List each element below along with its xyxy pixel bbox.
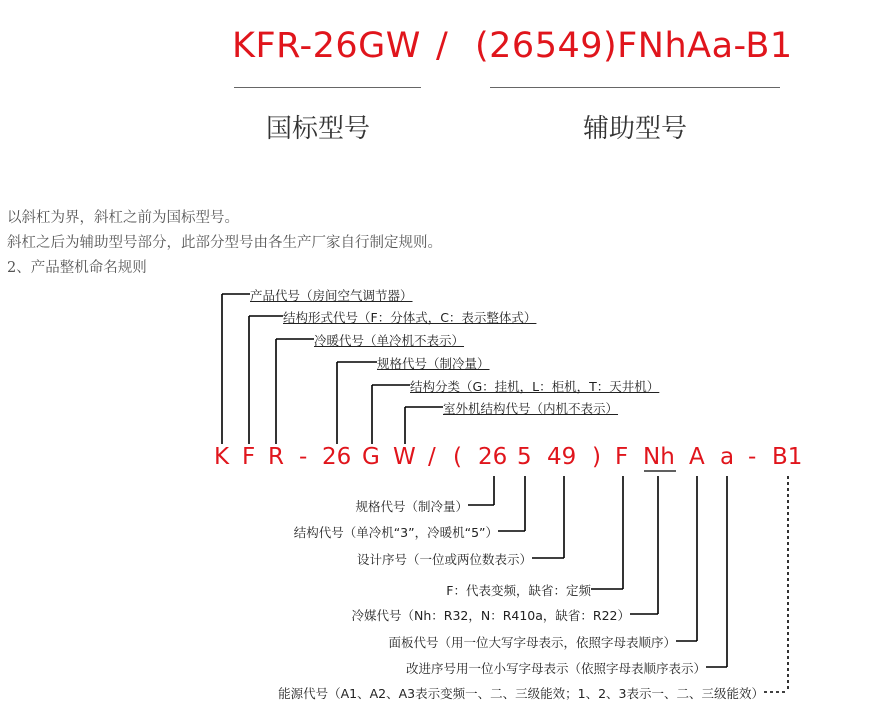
label-capacity-spec: 规格代号（制冷量） bbox=[377, 356, 490, 371]
label-product-code: 产品代号（房间空气调节器） bbox=[250, 288, 413, 303]
char-slash: / bbox=[428, 444, 436, 470]
char-nh: Nh bbox=[643, 444, 675, 470]
label-refrigerant: 冷媒代号（Nh：R32，N：R410a，缺省：R22） bbox=[351, 608, 630, 623]
label-panel-code: 面板代号（用一位大写字母表示，依照字母表顺序） bbox=[388, 635, 676, 650]
model-slash: / bbox=[436, 26, 449, 66]
char-f-inverter: F bbox=[615, 444, 629, 470]
char-r: R bbox=[268, 444, 284, 470]
label-structure-form: 结构形式代号（F：分体式，C：表示整体式） bbox=[283, 310, 537, 325]
aux-model-label: 辅助型号 bbox=[583, 114, 688, 144]
label-improvement-serial: 改进序号用一位小写字母表示（依照字母表顺序表示） bbox=[405, 661, 706, 676]
label-aux-capacity: 规格代号（制冷量） bbox=[355, 499, 468, 514]
label-heating-cooling: 冷暖代号（单冷机不表示） bbox=[314, 333, 465, 348]
char-b1: B1 bbox=[772, 444, 803, 470]
char-dash: - bbox=[299, 444, 308, 470]
char-a-lower: a bbox=[720, 444, 735, 470]
aux-model-number: (26549)FNhAa-B1 bbox=[475, 26, 793, 66]
description-line-1: 以斜杠为界，斜杠之前为国标型号。 bbox=[7, 210, 239, 226]
description-line-3: 2、产品整机命名规则 bbox=[7, 260, 147, 276]
char-f: F bbox=[242, 444, 256, 470]
gb-model-number: KFR-26GW bbox=[232, 26, 421, 66]
char-w: W bbox=[393, 444, 416, 470]
char-49: 49 bbox=[547, 444, 577, 470]
char-k: K bbox=[214, 444, 230, 470]
char-g: G bbox=[362, 444, 380, 470]
char-open-paren: ( bbox=[453, 444, 462, 470]
label-design-serial: 设计序号（一位或两位数表示） bbox=[356, 552, 532, 567]
char-5: 5 bbox=[517, 444, 532, 470]
label-energy-code: 能源代号（A1、A2、A3表示变频一、二、三级能效；1、2、3表示一、二、三级能效） bbox=[278, 686, 764, 701]
label-structure-code: 结构代号（单冷机“3”，冷暖机“5”） bbox=[293, 525, 498, 540]
description-line-2: 斜杠之后为辅助型号部分，此部分型号由各生产厂家自行制定规则。 bbox=[7, 235, 442, 251]
gb-model-label: 国标型号 bbox=[266, 114, 371, 144]
char-a-upper: A bbox=[689, 444, 705, 470]
label-inverter: F：代表变频，缺省：定频 bbox=[446, 583, 591, 598]
label-outdoor-structure: 室外机结构代号（内机不表示） bbox=[443, 401, 619, 416]
label-structure-class: 结构分类（G：挂机，L：柜机，T：天井机） bbox=[410, 379, 660, 394]
char-aux-26: 26 bbox=[478, 444, 508, 470]
char-dash-2: - bbox=[748, 444, 757, 470]
char-26: 26 bbox=[322, 444, 352, 470]
char-close-paren: ) bbox=[592, 444, 601, 470]
